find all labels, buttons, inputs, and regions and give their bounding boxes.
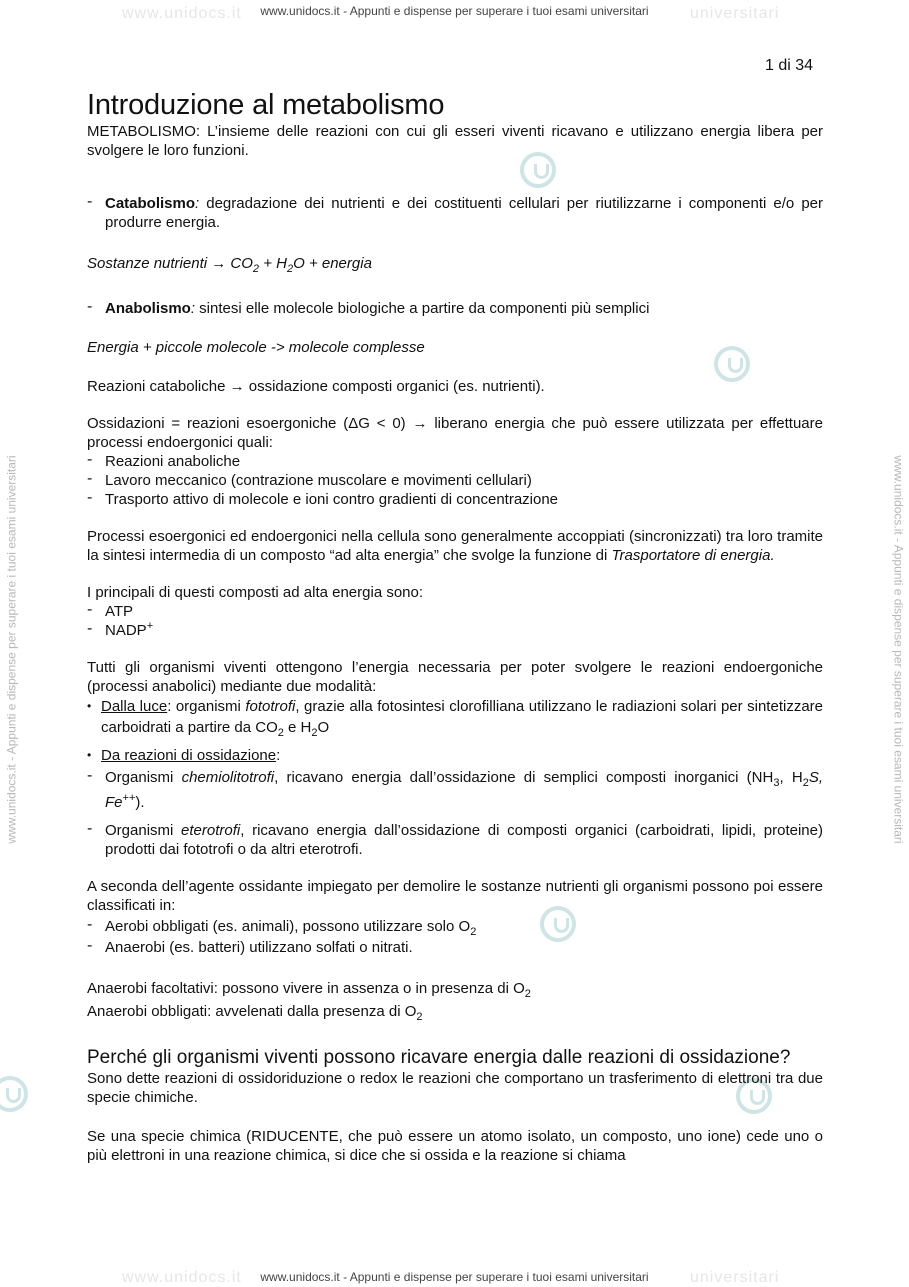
chemio-italic: chemiolitotrofi [181,769,275,786]
list-item [87,621,823,640]
list-item: - Trasporto attivo di molecole e ioni contro gradienti di concentrazione [87,490,823,509]
eq1-sub-2: 2 [286,263,294,275]
chemio-text-e: ). [135,794,145,811]
processi-italic: Trasportatore di energia. [611,547,775,564]
facoltativi-sub: 2 [524,988,531,1000]
eq1-part-a: Sostanze nutrienti → CO [87,255,253,272]
watermark-side-left: www.unidocs.it - Appunti e dispense per superare i tuoi esami universitari [4,455,19,844]
luce-text-c: e H [283,719,312,736]
unidocs-logo-icon [0,1076,28,1112]
ghost-watermark-bottom-left: www.unidocs.it [122,1269,242,1286]
chemio-text-c: , H [779,769,803,786]
catabolismo-item [87,194,823,232]
chemio-sup: ++ [122,792,136,804]
catabolismo-colon: : [195,195,200,212]
chemio-sub-1: 3 [773,777,780,789]
equation-anabolism: Energia + piccole molecole -> molecole complesse [87,339,425,356]
watermark-bottom: www.unidocs.it - Appunti e dispense per superare i tuoi esami universitari [260,1270,649,1284]
anaerobi-item: - Anaerobi (es. batteri) utilizzano solfati o nitrati. [87,938,823,957]
definition-paragraph: METABOLISMO: L’insieme delle reazioni con cui gli esseri viventi ricavano e utilizzano energia libera per svolgere le loro funzioni. [87,123,823,159]
compound-name: ATP [105,603,134,620]
luce-label: Dalla luce [101,698,168,715]
page-number: 1 di 34 [765,57,814,74]
luce-text-d: O [317,719,330,736]
page-title: Introduzione al metabolismo [87,89,445,121]
luce-sub-1: 2 [277,727,284,739]
compound-sup: + [146,620,154,632]
chemio-text-b: , ricavano energia dall’ossidazione di semplici composti inorganici (NH [274,769,774,786]
reazioni-cataboliche-paragraph: Reazioni cataboliche → ossidazione composti organici (es. nutrienti). [87,378,545,395]
principali-paragraph: I principali di questi composti ad alta energia sono: [87,584,424,601]
ossidazione-item [87,746,823,765]
etero-text-a: Organismi [105,822,182,839]
luce-item [87,696,823,738]
catabolismo-text: degradazione dei nutrienti e dei costituenti cellulari per riutilizzarne i componenti e/o per produrre energia. [105,195,823,231]
eq1-part-c: O + energia [293,255,372,272]
ghost-watermark-top-right: universitari [690,5,780,22]
ossidazione-colon: : [276,747,281,764]
etero-italic: eterotrofi [181,822,241,839]
etero-text-b: , ricavano energia dall’ossidazione di composti organici (carboidrati, lipidi, proteine) prodotti dai fototrofi o da altri eterotrofi. [105,822,823,858]
anabolismo-term: Anabolismo [105,300,191,317]
chemio-text-d: S, Fe [105,769,823,811]
facoltativi-line [87,977,823,1000]
luce-text-b: , grazie alla fotosintesi clorofilliana utilizzano le radiazioni solari per sintetizzare carboidrati a partire da CO [101,698,823,736]
obbligati-line [87,1000,823,1023]
list-item [87,602,823,621]
luce-text-a: : organismi [167,698,246,715]
aerobi-sub: 2 [470,926,477,938]
list-item: - Reazioni anaboliche [87,452,823,471]
list-item: - Lavoro meccanico (contrazione muscolare e movimenti cellulari) [87,471,823,490]
equation-catabolism [87,254,823,273]
section-heading: Perché gli organismi viventi possono ricavare energia dalle reazioni di ossidazione? [87,1047,791,1068]
chemio-text-a: Organismi [105,769,182,786]
eq1-part-b: + H [259,255,287,272]
anabolismo-text: sintesi elle molecole biologiche a partire da componenti più semplici [195,300,650,317]
facoltativi-text: Anaerobi facoltativi: possono vivere in assenza o in presenza di O [87,980,525,997]
aerobi-text: Aerobi obbligati (es. animali), possono utilizzare solo O [105,918,471,935]
document-body [87,88,823,1165]
ossidazione-label: Da reazioni di ossidazione [101,747,277,764]
anabolismo-item [87,299,823,318]
processi-paragraph [87,527,823,565]
organismi-paragraph: Tutti gli organismi viventi ottengono l’energia necessaria per poter svolgere le reazioni endoergoniche (processi anabolici) mediante due modalità: [87,659,823,695]
chemiolitotrofi-item [87,765,823,815]
ghost-watermark-bottom-right: universitari [690,1269,780,1286]
eq1-sub-1: 2 [252,263,260,275]
aerobi-item [87,915,823,938]
eterotrofi-item [87,821,823,859]
luce-italic: fototrofi [245,698,296,715]
agente-paragraph: A seconda dell’agente ossidante impiegato per demolire le sostanze nutrienti gli organismi possono poi essere classificati in: [87,878,823,914]
processi-text: Processi esoergonici ed endoergonici nella cellula sono generalmente accoppiati (sincronizzati) tra loro tramite la sintesi intermedia di un composto “ad alta energia” che svolge la funzione di [87,528,823,564]
obbligati-sub: 2 [416,1011,423,1023]
redox-paragraph: Sono dette reazioni di ossidoriduzione o redox le reazioni che comportano un trasferimento di elettroni tra due specie chimiche. [87,1070,823,1106]
anabolismo-colon: : [190,300,196,317]
compound-name: NADP [105,622,147,639]
riducente-paragraph: Se una specie chimica (RIDUCENTE, che può essere un atomo isolato, un composto, uno ione) cede uno o più elettroni in una reazione chimica, si dice che si ossida e la reazione si chiama [87,1128,823,1164]
chemio-sub-2: 2 [802,777,809,789]
ossidazioni-paragraph: Ossidazioni = reazioni esoergoniche (ΔG < 0) → liberano energia che può essere utilizzata per effettuare processi endoergonici quali: [87,415,823,451]
obbligati-text: Anaerobi obbligati: avvelenati dalla presenza di O [87,1003,417,1020]
watermark-side-right: www.unidocs.it - Appunti e dispense per superare i tuoi esami universitari [891,455,906,844]
ghost-watermark-top-left: www.unidocs.it [122,5,242,22]
luce-sub-2: 2 [311,727,318,739]
catabolismo-term: Catabolismo [105,195,196,212]
watermark-top: www.unidocs.it - Appunti e dispense per superare i tuoi esami universitari [260,4,649,18]
